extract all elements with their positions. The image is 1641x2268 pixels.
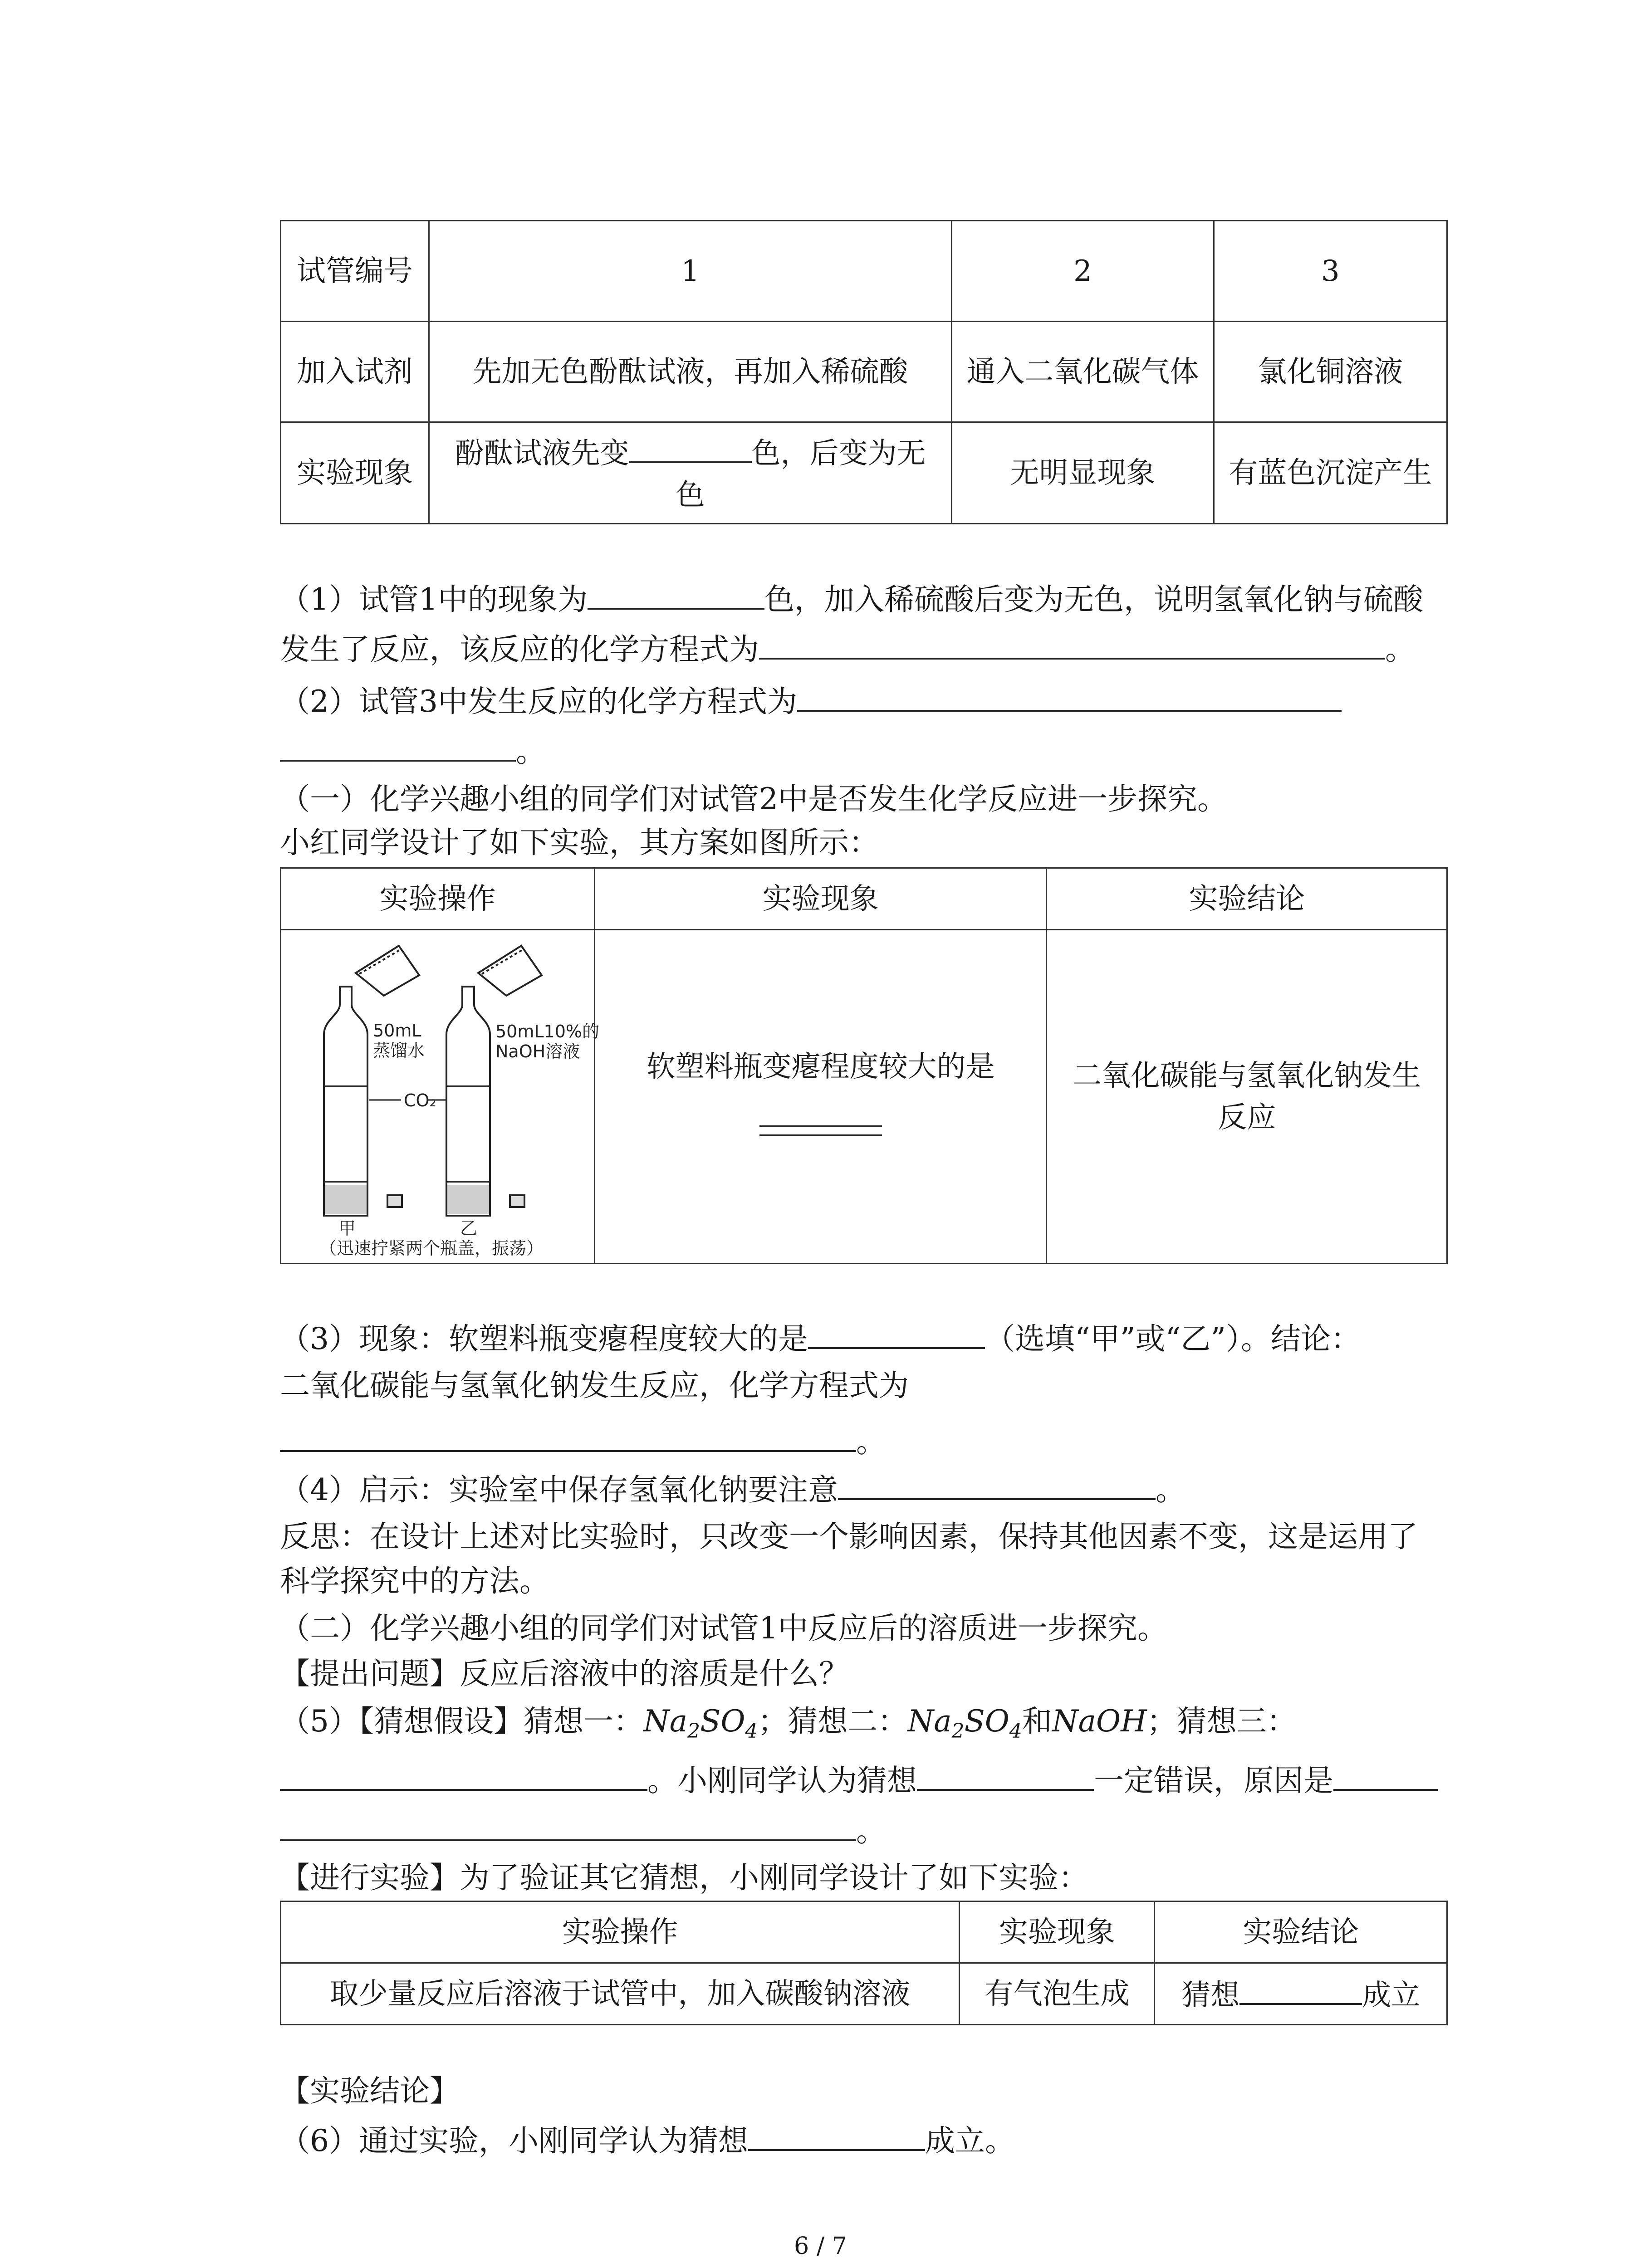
table-row — [281, 322, 1447, 422]
question-text: （4）启示：实验室中保存氢氧化钠要注意 — [280, 1472, 838, 1507]
formula: $Na_2SO_4$ — [907, 1704, 1022, 1743]
table-row — [281, 868, 1447, 930]
part-1-intro: （一）化学兴趣小组的同学们对试管2中是否发生化学反应进一步探究。 — [280, 782, 1227, 816]
answer-blank[interactable] — [797, 678, 1342, 712]
question-1-line1 — [280, 576, 1423, 622]
table-row — [281, 422, 1447, 524]
answer-blank[interactable] — [280, 1757, 647, 1791]
cell-text: 酚酞试液先变 — [455, 437, 629, 470]
answer-blank[interactable] — [917, 1757, 1094, 1791]
question-text: ；猜想二： — [758, 1704, 908, 1739]
figure-label: 50mL10%的 — [495, 1022, 600, 1041]
formula: $Na_2SO_4$ — [643, 1704, 758, 1743]
answer-blank[interactable] — [588, 576, 764, 610]
question-3-line3 — [280, 1418, 886, 1465]
conclusion-title: 【实验结论】 — [280, 2073, 460, 2108]
figure-label: 乙 — [460, 1218, 478, 1238]
table-cell: 2 — [952, 221, 1214, 322]
beaker-icon — [356, 946, 419, 996]
figure-label: 蒸馏水 — [373, 1041, 425, 1061]
figure-label: 50mL — [373, 1021, 421, 1041]
question-text: 发生了反应，该反应的化学方程式为 — [280, 632, 759, 667]
table-cell — [281, 930, 600, 1264]
cell-text: 软塑料瓶变瘪程度较大的是 — [646, 1050, 995, 1084]
question-3-line1 — [280, 1315, 1361, 1362]
figure-caption: （迅速拧紧两个瓶盖，振荡） — [319, 1238, 544, 1258]
table-cell: 试管编号 — [281, 221, 429, 322]
question-text: （1）试管1中的现象为 — [280, 582, 588, 617]
question-2-line2 — [280, 728, 546, 774]
answer-blank[interactable] — [609, 1106, 1033, 1148]
question-text: 。小刚同学认为猜想 — [647, 1763, 917, 1798]
verification-table — [280, 1901, 1448, 2025]
question-text: 。 — [856, 1813, 886, 1848]
question-5-line1 — [280, 1699, 1297, 1754]
table-cell: 无明显现象 — [952, 422, 1214, 524]
table-cell: 实验现象 — [281, 422, 429, 524]
reflection-line2: 科学探究中的方法。 — [280, 1564, 549, 1598]
reflection-line1: 反思：在设计上述对比实验时，只改变一个影响因素，保持其他因素不变，这是运用了 — [280, 1519, 1418, 1554]
question-text: 。 — [1385, 632, 1415, 667]
question-2-line1 — [280, 678, 1342, 724]
cell-text: 猜想 — [1181, 1979, 1240, 2012]
question-text: （6）通过实验，小刚同学认为猜想 — [280, 2123, 748, 2158]
question-text: （2）试管3中发生反应的化学方程式为 — [280, 684, 797, 719]
table-header: 实验现象 — [959, 1901, 1155, 1963]
experiment-table — [280, 867, 1448, 1264]
experiment-intro: 【进行实验】为了验证其它猜想，小刚同学设计了如下实验： — [280, 1860, 1088, 1895]
formula: NaOH — [1052, 1704, 1147, 1739]
question-text: （5）【猜想假设】猜想一： — [280, 1704, 643, 1739]
table-row — [281, 1963, 1447, 2025]
figure-label: CO₂ — [404, 1090, 437, 1110]
question-text: 成立。 — [925, 2123, 1015, 2158]
table-cell: 加入试剂 — [281, 322, 429, 422]
answer-blank[interactable] — [1239, 1971, 1362, 2005]
table-row — [281, 1901, 1447, 1963]
table-cell: 3 — [1214, 221, 1447, 322]
part-2-intro: （二）化学兴趣小组的同学们对试管1中反应后的溶质进一步探究。 — [280, 1611, 1167, 1646]
answer-blank[interactable] — [280, 728, 516, 762]
question-3-line2: 二氧化碳能与氢氧化钠发生反应，化学方程式为 — [280, 1368, 909, 1403]
table-cell: 先加无色酚酞试液，再加入稀硫酸 — [429, 322, 952, 422]
answer-blank[interactable] — [629, 430, 752, 463]
answer-blank[interactable] — [748, 2117, 925, 2151]
question-text: 。 — [1156, 1472, 1185, 1507]
question-text: （3）现象：软塑料瓶变瘪程度较大的是 — [280, 1321, 808, 1356]
question-text: （选填“甲”或“乙”）。结论： — [985, 1321, 1361, 1356]
table-cell — [594, 930, 1047, 1264]
question-text: 。 — [856, 1424, 886, 1459]
question-text: 。 — [516, 734, 546, 769]
table-header: 实验结论 — [1155, 1901, 1447, 1963]
part-2-question: 【提出问题】反应后溶液中的溶质是什么？ — [280, 1656, 849, 1691]
bottle-icon — [324, 987, 367, 1216]
answer-blank[interactable] — [808, 1315, 985, 1349]
answer-blank[interactable] — [759, 626, 1385, 660]
question-5-line3 — [280, 1808, 886, 1854]
answer-blank[interactable] — [1333, 1757, 1438, 1791]
bottle-experiment-figure — [301, 937, 600, 1258]
figure-label: NaOH溶液 — [495, 1041, 580, 1061]
table-cell — [429, 422, 952, 524]
question-1-line2 — [280, 626, 1415, 672]
liquid-fill — [447, 1185, 489, 1214]
answer-blank[interactable] — [280, 1808, 856, 1841]
question-text: ；猜想三： — [1146, 1704, 1297, 1739]
beaker-icon — [478, 946, 542, 996]
bottle-icon — [446, 987, 490, 1216]
cell-text: 色，后变为无色 — [676, 437, 926, 512]
question-text: 色，加入稀硫酸后变为无色，说明氢氧化钠与硫酸 — [764, 582, 1423, 617]
part-1-design: 小红同学设计了如下实验，其方案如图所示： — [280, 825, 879, 860]
question-5-line2 — [280, 1757, 1438, 1804]
cell-text: 成立 — [1362, 1979, 1421, 2012]
table-cell: 二氧化碳能与氢氧化钠发生反应 — [1047, 930, 1447, 1264]
table-row — [281, 221, 1447, 322]
liquid-fill — [325, 1185, 367, 1214]
table-row — [281, 930, 1447, 1264]
question-text: 一定错误，原因是 — [1094, 1763, 1333, 1798]
page-number: 6 / 7 — [794, 2233, 847, 2260]
table-cell: 有蓝色沉淀产生 — [1214, 422, 1447, 524]
table-header: 实验结论 — [1047, 868, 1447, 930]
figure-label: 甲 — [338, 1218, 356, 1238]
table-cell: 通入二氧化碳气体 — [952, 322, 1214, 422]
question-4-line — [280, 1466, 1185, 1513]
table-cell: 1 — [429, 221, 952, 322]
table-cell: 有气泡生成 — [959, 1963, 1155, 2025]
answer-blank[interactable] — [280, 1418, 856, 1452]
table-header: 实验操作 — [281, 1901, 960, 1963]
question-6-line — [280, 2117, 1015, 2164]
table-header: 实验操作 — [281, 868, 595, 930]
table-cell: 氯化铜溶液 — [1214, 322, 1447, 422]
answer-blank[interactable] — [838, 1466, 1156, 1500]
question-text: 和 — [1022, 1704, 1052, 1739]
table-cell — [1155, 1963, 1447, 2025]
table-cell: 取少量反应后溶液于试管中，加入碳酸钠溶液 — [281, 1963, 960, 2025]
test-tube-table — [280, 220, 1448, 524]
table-header: 实验现象 — [594, 868, 1047, 930]
